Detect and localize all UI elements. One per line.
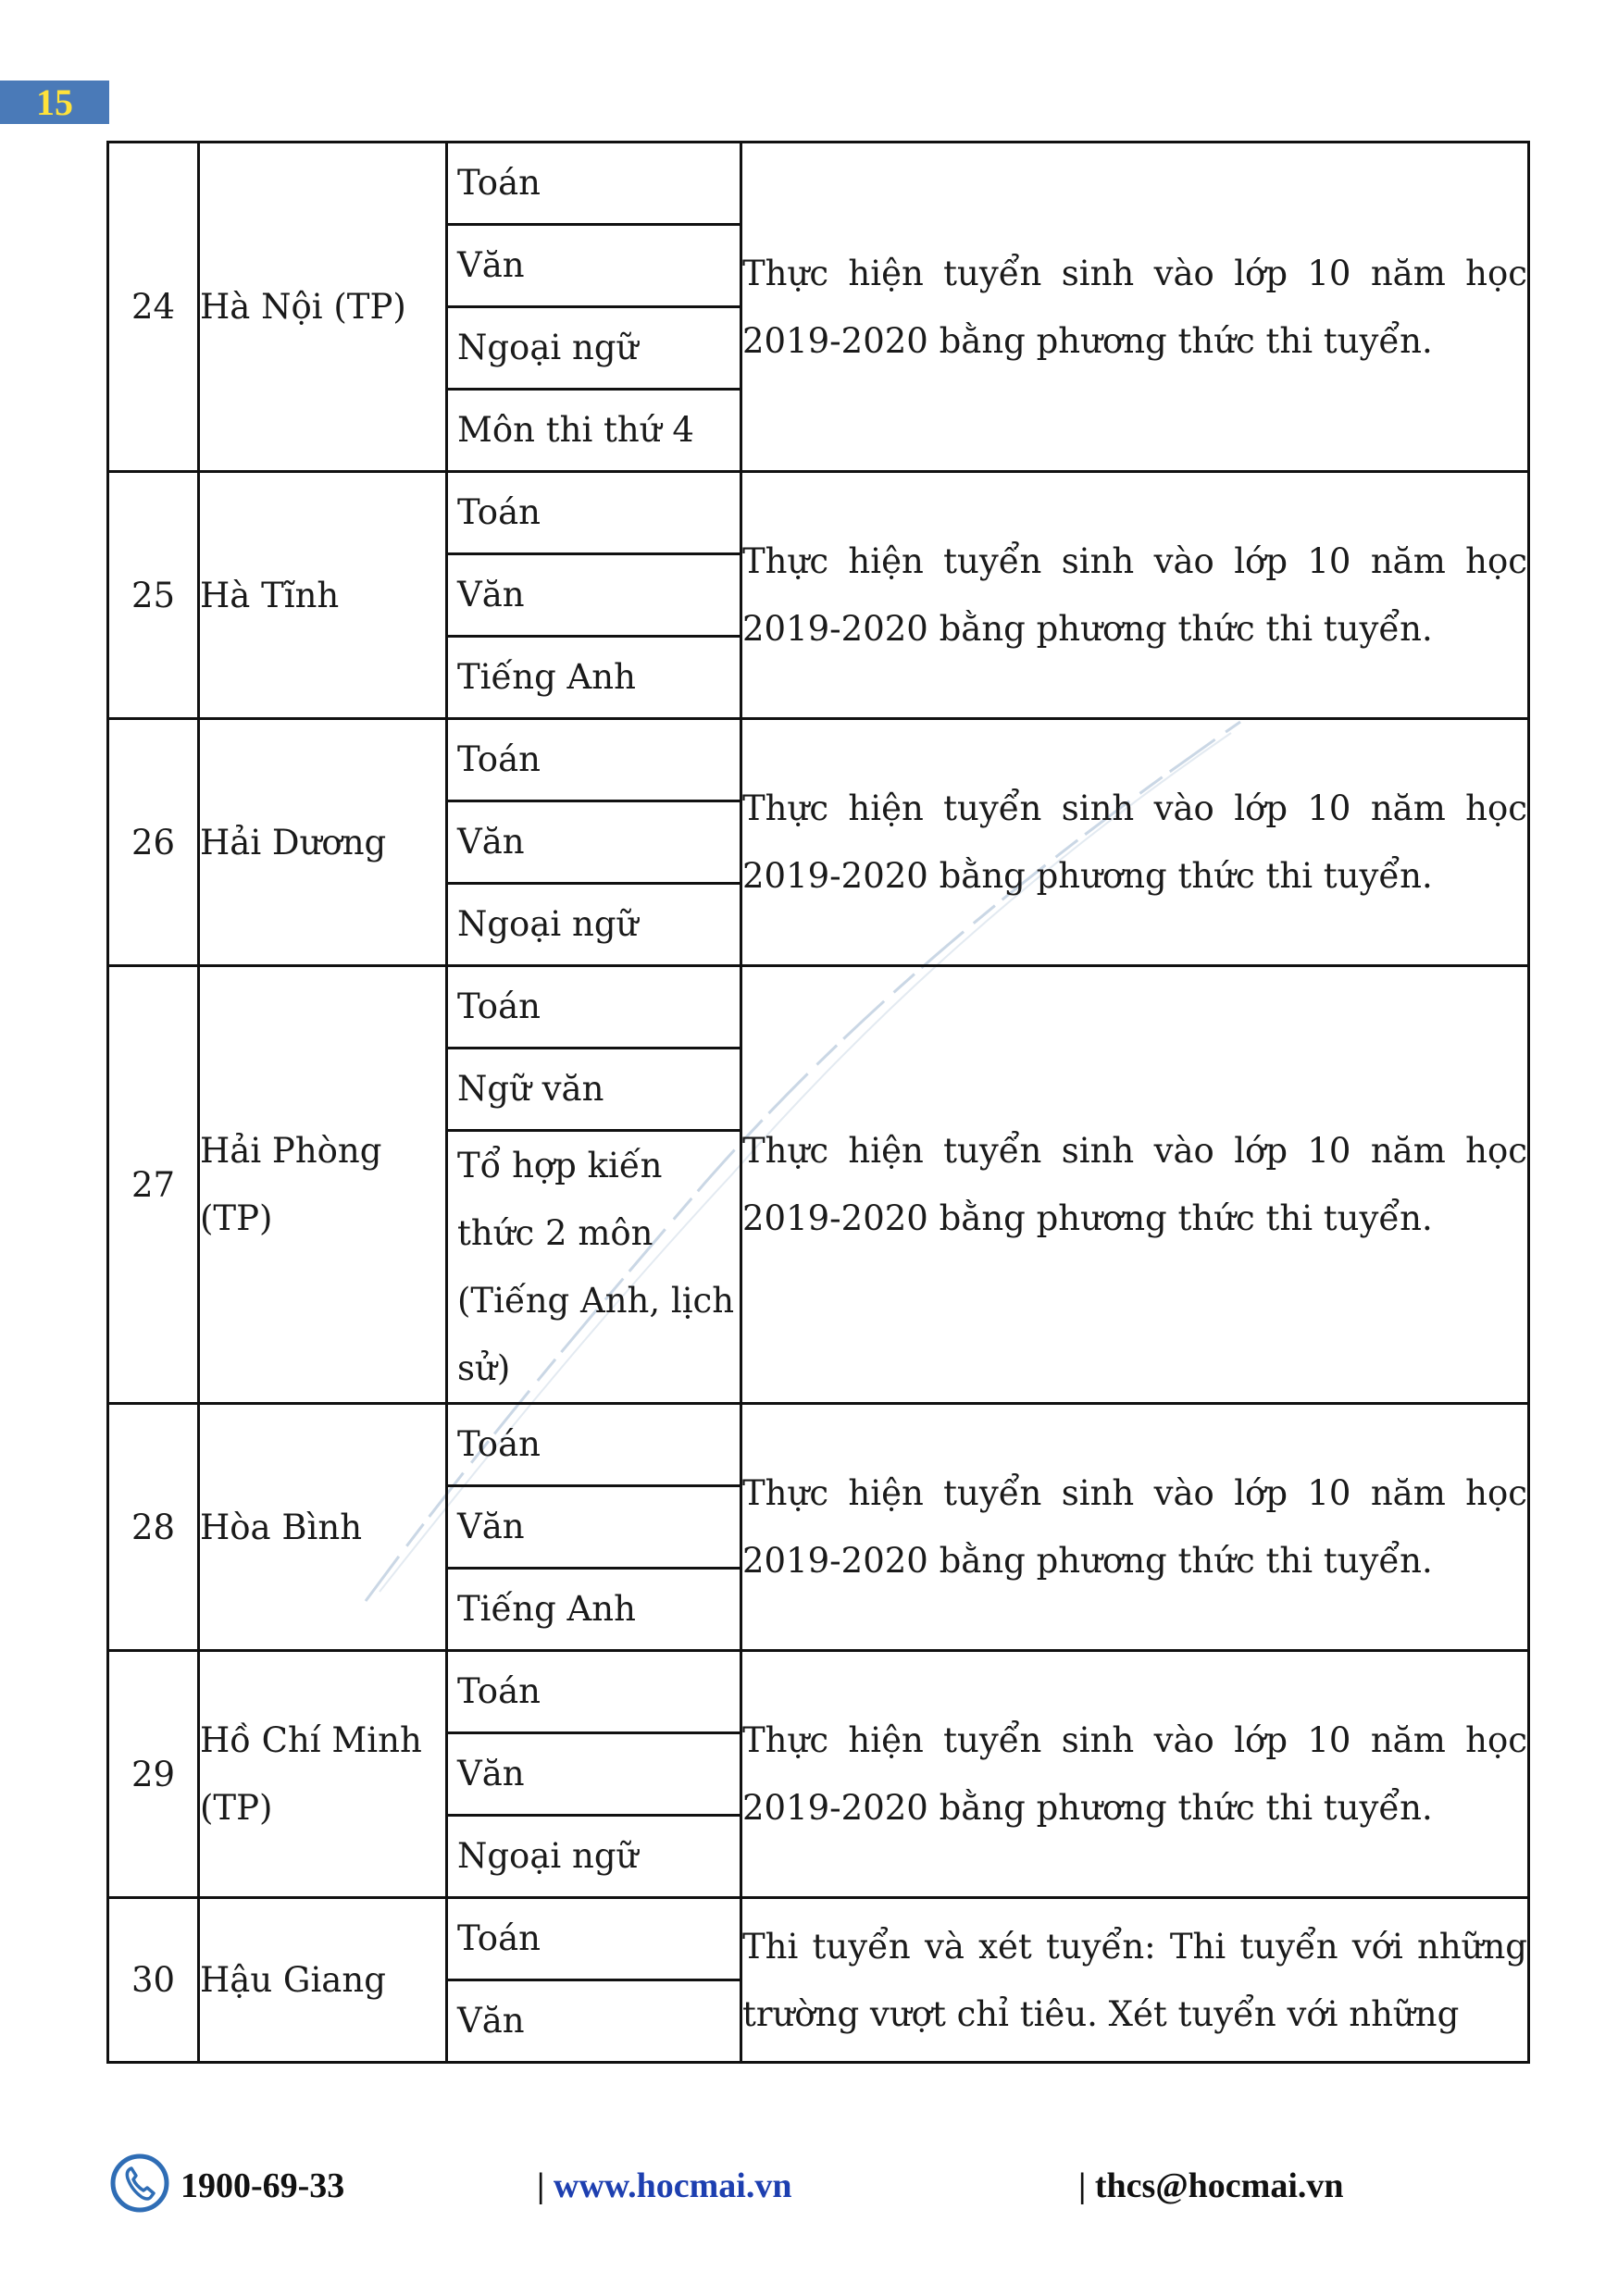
table-row [108, 966, 1529, 1404]
footer-website-group [537, 2166, 791, 2206]
admission-description [741, 143, 1529, 472]
description-line: trường vượt chỉ tiêu. Xét tuyển với những [742, 1993, 1460, 2034]
admission-description [741, 966, 1529, 1404]
province-name: Hồ Chí Minh (TP) [199, 1651, 447, 1898]
province-name: Hà Nội (TP) [199, 143, 447, 472]
subject-item: Văn [448, 1484, 740, 1567]
subjects-cell [447, 472, 741, 719]
page-number-badge [0, 81, 109, 124]
description-line: 2019-2020 bằng phương thức thi tuyển. [742, 609, 1433, 649]
subject-item: Văn [448, 552, 740, 635]
subject-item: Tổ hợp kiến thức 2 môn (Tiếng Anh, lịch sử) [448, 1129, 740, 1402]
table-row [108, 1651, 1529, 1898]
admission-description [741, 1898, 1529, 2063]
subjects-cell [447, 1651, 741, 1898]
province-name: Hòa Bình [199, 1404, 447, 1651]
row-number: 27 [108, 966, 199, 1404]
description-line: Thực hiện tuyển sinh vào lớp 10 năm học [742, 1473, 1527, 1513]
subject-item: Văn [448, 1979, 740, 2061]
province-name: Hậu Giang [199, 1898, 447, 2063]
description-line: 2019-2020 bằng phương thức thi tuyển. [742, 320, 1433, 361]
description-line: Thực hiện tuyển sinh vào lớp 10 năm học [742, 541, 1527, 581]
page-number: 15 [36, 81, 73, 123]
footer [106, 2153, 1402, 2217]
subjects-cell [447, 143, 741, 472]
description-line: 2019-2020 bằng phương thức thi tuyển. [742, 1788, 1433, 1828]
phone-icon [109, 2153, 170, 2214]
footer-email[interactable]: thcs@hocmai.vn [1094, 2166, 1344, 2205]
description-line: Thực hiện tuyển sinh vào lớp 10 năm học [742, 253, 1527, 293]
subjects-cell [447, 719, 741, 966]
subject-item: Văn [448, 800, 740, 882]
description-line: Thực hiện tuyển sinh vào lớp 10 năm học [742, 1720, 1527, 1760]
admissions-table [106, 141, 1530, 2064]
admission-description [741, 1651, 1529, 1898]
description-line: Thực hiện tuyển sinh vào lớp 10 năm học [742, 788, 1527, 828]
subject-item: Toán [457, 1424, 541, 1464]
footer-phone[interactable]: 1900-69-33 [180, 2166, 345, 2205]
subject-item: Toán [457, 987, 541, 1026]
footer-separator: | [537, 2166, 545, 2205]
province-name: Hải Phòng (TP) [199, 966, 447, 1404]
table-row [108, 1898, 1529, 2063]
admission-description [741, 472, 1529, 719]
table-row [108, 472, 1529, 719]
admission-description [741, 719, 1529, 966]
subject-item: Môn thi thứ 4 [448, 388, 740, 470]
admission-description [741, 1404, 1529, 1651]
row-number: 24 [108, 143, 199, 472]
subject-item: Ngoại ngữ [448, 1814, 740, 1896]
footer-website-link[interactable]: www.hocmai.vn [553, 2166, 792, 2205]
table-row [108, 1404, 1529, 1651]
row-number: 25 [108, 472, 199, 719]
subject-item: Tiếng Anh [448, 635, 740, 717]
description-line: Thi tuyển và xét tuyển: Thi tuyển với những [742, 1926, 1527, 1967]
description-line: 2019-2020 bằng phương thức thi tuyển. [742, 1198, 1433, 1238]
subjects-cell [447, 966, 741, 1404]
description-line: 2019-2020 bằng phương thức thi tuyển. [742, 1541, 1433, 1581]
subject-item: Ngữ văn [448, 1047, 740, 1129]
table-row [108, 143, 1529, 472]
footer-email-group [1078, 2166, 1344, 2206]
subject-item: Toán [457, 163, 541, 203]
footer-separator: | [1078, 2166, 1087, 2205]
row-number: 29 [108, 1651, 199, 1898]
subject-item: Toán [457, 492, 541, 532]
province-name: Hà Tĩnh [199, 472, 447, 719]
row-number: 28 [108, 1404, 199, 1651]
row-number: 30 [108, 1898, 199, 2063]
row-number: 26 [108, 719, 199, 966]
subjects-cell [447, 1404, 741, 1651]
subject-item: Văn [448, 1731, 740, 1814]
subject-item: Toán [457, 1918, 541, 1958]
table-row [108, 719, 1529, 966]
subject-item: Ngoại ngữ [448, 305, 740, 388]
subjects-cell [447, 1898, 741, 2063]
province-name: Hải Dương [199, 719, 447, 966]
subject-item: Toán [457, 739, 541, 779]
description-line: Thực hiện tuyển sinh vào lớp 10 năm học [742, 1131, 1527, 1171]
subject-item: Văn [448, 223, 740, 305]
subject-item: Toán [457, 1671, 541, 1711]
subject-item: Tiếng Anh [448, 1567, 740, 1649]
description-line: 2019-2020 bằng phương thức thi tuyển. [742, 856, 1433, 896]
subject-item: Ngoại ngữ [448, 882, 740, 964]
